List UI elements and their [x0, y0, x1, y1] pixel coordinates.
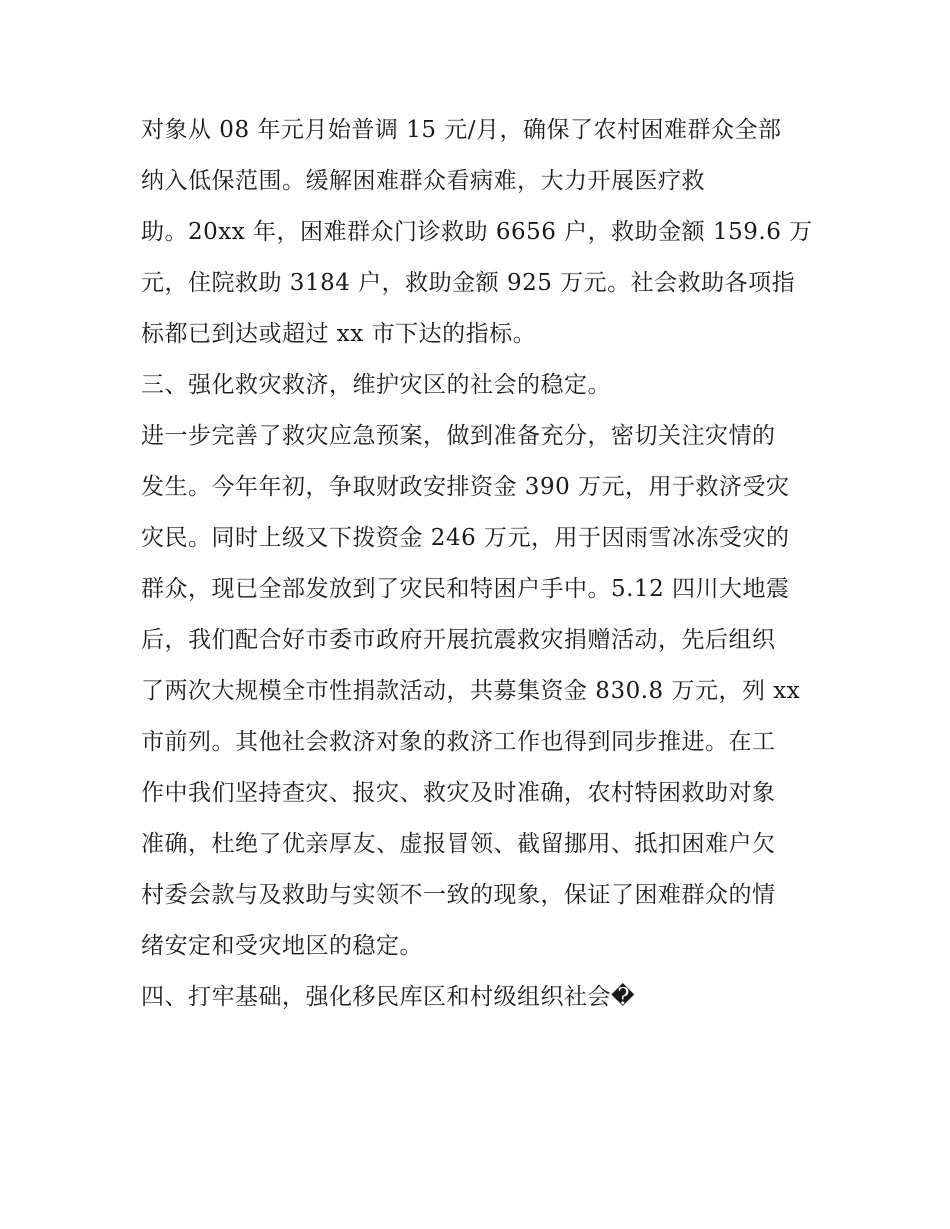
text-line: 群众，现已全部发放到了灾民和特困户手中。5.12 四川大地震: [141, 576, 790, 602]
text-line: 发生。今年年初，争取财政安排资金 390 万元，用于救济受灾: [141, 474, 790, 500]
text-line: 进一步完善了救灾应急预案，做到准备充分，密切关注灾情的: [141, 423, 776, 449]
text-line: 后，我们配合好市委市政府开展抗震救灾捐赠活动，先后组织: [141, 627, 776, 653]
text-line: 对象从 08 年元月始普调 15 元/月，确保了农村困难群众全部: [141, 117, 782, 143]
text-line: 纳入低保范围。缓解困难群众看病难，大力开展医疗救: [141, 168, 705, 194]
document-body: [141, 108, 821, 1026]
section-heading: 三、强化救灾救济，维护灾区的社会的稳定。: [141, 372, 611, 398]
text-line: 元，住院救助 3184 户，救助金额 925 万元。社会救助各项指: [141, 270, 796, 296]
text-line: 标都已到达或超过 xx 市下达的指标。: [141, 321, 537, 347]
text-line: 绪安定和受灾地区的稳定。: [141, 933, 423, 959]
text-line: 灾民。同时上级又下拨资金 246 万元，用于因雨雪冰冻受灾的: [141, 525, 790, 551]
section-heading: 四、打牢基础，强化移民库区和村级组织社会�: [141, 984, 636, 1010]
text-line: 准确，杜绝了优亲厚友、虚报冒领、截留挪用、抵扣困难户欠: [141, 831, 776, 857]
text-line: 助。20xx 年，困难群众门诊救助 6656 户，救助金额 159.6 万: [141, 219, 813, 245]
text-line: 了两次大规模全市性捐款活动，共募集资金 830.8 万元，列 xx: [141, 678, 801, 704]
text-line: 作中我们坚持查灾、报灾、救灾及时准确，农村特困救助对象: [141, 780, 776, 806]
text-line: 市前列。其他社会救济对象的救济工作也得到同步推进。在工: [141, 729, 776, 755]
text-line: 村委会款与及救助与实领不一致的现象，保证了困难群众的情: [141, 882, 776, 908]
